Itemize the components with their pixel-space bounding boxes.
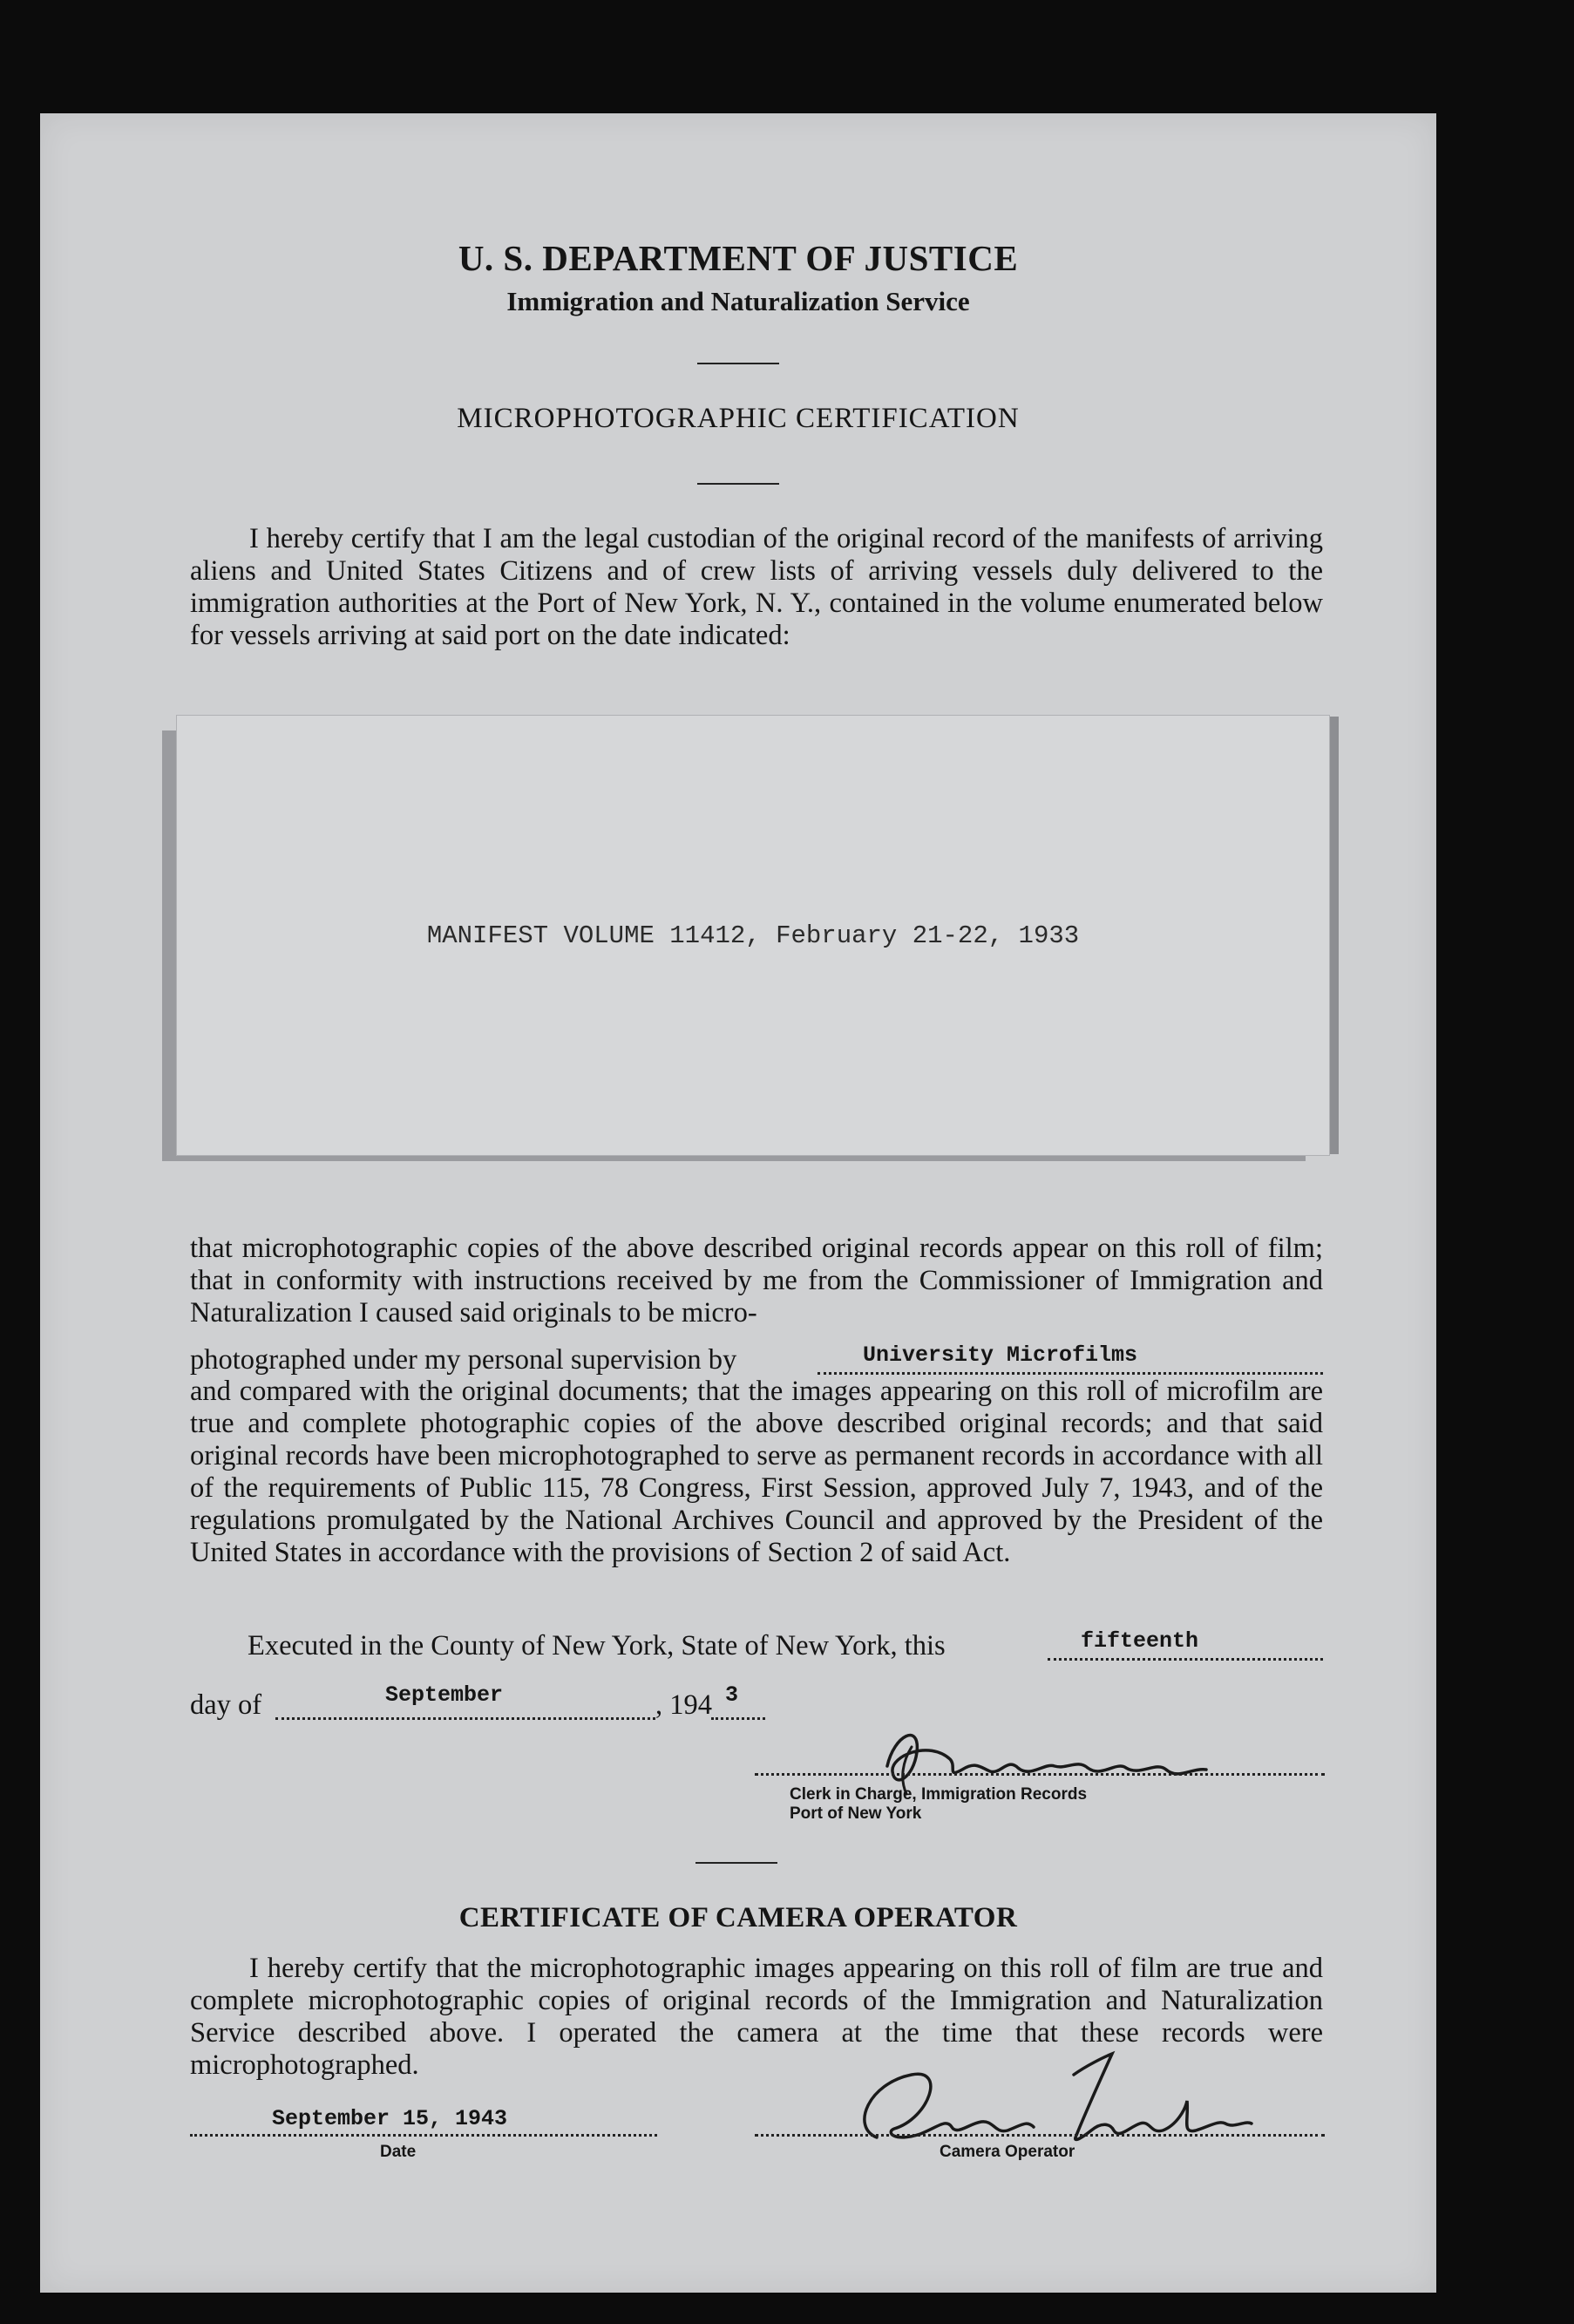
executed-line [248,1630,946,1662]
divider [697,483,779,485]
operator-date: September 15, 1943 [272,2106,508,2131]
custodian-paragraph: I hereby certify that I am the legal custodian of the original record of the manifests of arriving aliens and United States Citizens and of crew lists of arriving vessels duly delivered to the immigration authorities at the Port of New York, N. Y., contained in the volume enumerated below for vessels arriving at said port on the date indicated: [190,523,1323,651]
clerk-signature-line [755,1773,1325,1776]
year-prefix: , 194 [655,1689,712,1721]
executed-day: fifteenth [1081,1628,1199,1654]
body-paragraph-start: that microphotographic copies of the above described original records appear on this roll of film; that in conformity with instructions received by me from the Commissioner of Immigration and Naturalization I caused said originals to be micro- [190,1233,1323,1328]
certification-title: MICROPHOTOGRAPHIC CERTIFICATION [457,403,1020,434]
camera-operator-paragraph: I hereby certify that the microphotographic images appearing on this roll of film are true and complete microphotographic copies of original records of the Immigration and Naturalization Service described above. I operated the camera at the time that these records were microphotographed. [190,1953,1323,2081]
department-heading: U. S. DEPARTMENT OF JUSTICE [458,238,1019,278]
manifest-volume-text: MANIFEST VOLUME 11412, February 21-22, 1933 [426,921,1080,950]
body-paragraph-rest: and compared with the original documents; that the images appearing on this roll of microfilm are true and complete photographic copies of the above described original records; and that said original records have been microphotographed to serve as permanent records in accordance with all of the requirements of Public 115, 78 Congress, First Session, approved July 7, 1943, and of the regulations promulgated by the National Archives Council and approved by the President of the United States in accordance with the provisions of Section 2 of said Act. [190,1376,1323,1568]
clerk-title-line1: Clerk in Charge, Immigration Records [790,1785,1088,1804]
camera-operator-heading: CERTIFICATE OF CAMERA OPERATOR [458,1902,1018,1933]
month-dotted-line [275,1717,655,1720]
supervision-line [190,1344,736,1376]
divider [695,1862,777,1864]
day-dotted-line [1048,1658,1323,1661]
microfilm-company: University Microfilms [863,1342,1138,1368]
year-dotted-line [711,1717,765,1720]
date-dotted-line [190,2134,657,2137]
executed-prefix: Executed in the County of New York, State of New York, this [248,1630,946,1661]
supervision-dotted-line [818,1372,1323,1375]
service-subheading: Immigration and Naturalization Service [506,286,970,316]
year-digit: 3 [725,1682,739,1708]
camera-operator-label: Camera Operator [940,2143,1075,2161]
certificate-sheet [40,113,1436,2293]
divider [697,363,779,364]
manifest-card [176,715,1330,1156]
operator-signature-line [755,2134,1325,2137]
executed-month: September [385,1682,504,1708]
date-label: Date [380,2143,417,2161]
day-of-label: day of [190,1689,262,1721]
supervision-prefix: photographed under my personal supervision by [190,1344,737,1376]
clerk-title-line2: Port of New York [790,1804,922,1823]
